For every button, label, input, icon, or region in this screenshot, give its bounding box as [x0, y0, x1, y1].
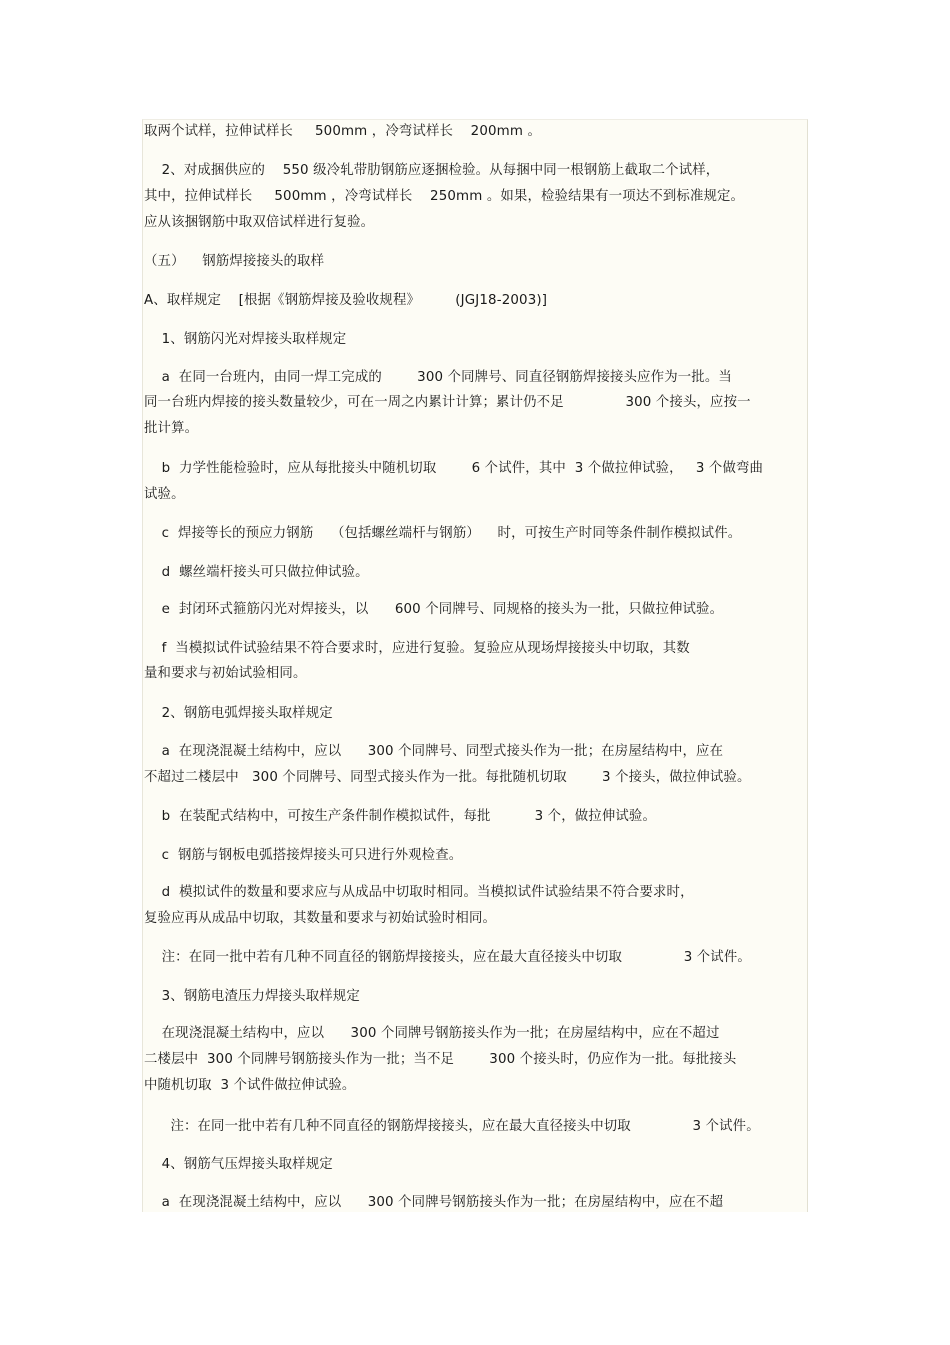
- subsection-heading: 2、钢筋电弧焊接头取样规定: [144, 706, 333, 721]
- text-line: 不超过二楼层中 300 个同牌号、同型式接头作为一批。每批随机切取 3 个接头，做拉伸试验。: [144, 770, 751, 785]
- text-line: 复验应再从成品中切取，其数量和要求与初始试验时相同。: [144, 911, 497, 926]
- text-line: a 在现浇混凝土结构中，应以 300 个同牌号钢筋接头作为一批；在房屋结构中，应在不超: [144, 1195, 724, 1210]
- text-line: 取两个试样，拉伸试样长 500mm ，冷弯试样长 200mm 。: [144, 124, 541, 139]
- text-line: 二楼层中 300 个同牌号钢筋接头作为一批；当不足 300 个接头时，仍应作为一批。每批接头: [144, 1052, 737, 1067]
- text-line: 同一台班内焊接的接头数量较少，可在一周之内累计计算；累计仍不足 300 个接头，应按一: [144, 395, 751, 410]
- subsection-heading: 3、钢筋电渣压力焊接头取样规定: [144, 989, 360, 1004]
- text-line: a 在同一台班内，由同一焊工完成的 300 个同牌号、同直径钢筋焊接接头应作为一批。当: [144, 370, 732, 385]
- text-line: 在现浇混凝土结构中，应以 300 个同牌号钢筋接头作为一批；在房屋结构中，应在不超过: [144, 1026, 720, 1041]
- text-line: A、取样规定 [根据《钢筋焊接及验收规程》 (JGJ18-2003)]: [144, 293, 548, 308]
- text-line: c 焊接等长的预应力钢筋 （包括螺丝端杆与钢筋） 时，可按生产时同等条件制作模拟试件。: [144, 526, 742, 541]
- text-line: f 当模拟试件试验结果不符合要求时，应进行复验。复验应从现场焊接接头中切取，其数: [144, 641, 690, 656]
- text-line: 中随机切取 3 个试件做拉伸试验。: [144, 1078, 356, 1093]
- text-line: d 螺丝端杆接头可只做拉伸试验。: [144, 565, 369, 580]
- text-line: 应从该捆钢筋中取双倍试样进行复验。: [144, 215, 375, 230]
- text-line: b 在装配式结构中，可按生产条件制作模拟试件，每批 3 个，做拉伸试验。: [144, 809, 656, 824]
- subsection-heading: 4、钢筋气压焊接头取样规定: [144, 1157, 333, 1172]
- note-line: 注：在同一批中若有几种不同直径的钢筋焊接接头，应在最大直径接头中切取 3 个试件。: [144, 950, 751, 965]
- text-line: a 在现浇混凝土结构中，应以 300 个同牌号、同型式接头作为一批；在房屋结构中，应在: [144, 744, 724, 759]
- text-line: d 模拟试件的数量和要求应与从成品中切取时相同。当模拟试件试验结果不符合要求时，: [144, 885, 694, 900]
- text-line: e 封闭环式箍筋闪光对焊接头，以 600 个同牌号、同规格的接头为一批，只做拉伸试验。: [144, 602, 724, 617]
- text-line: 其中，拉伸试样长 500mm ，冷弯试样长 250mm 。如果，检验结果有一项达不到标准规定。: [144, 189, 745, 204]
- text-line: b 力学性能检验时，应从每批接头中随机切取 6 个试件，其中 3 个做拉伸试验， 3 个做弯曲: [144, 461, 764, 476]
- text-line: 量和要求与初始试验相同。: [144, 666, 307, 681]
- section-heading: （五） 钢筋焊接接头的取样: [144, 254, 325, 269]
- text-line: 批计算。: [144, 421, 199, 436]
- text-line: c 钢筋与钢板电弧搭接焊接头可只进行外观检查。: [144, 848, 463, 863]
- subsection-heading: 1、钢筋闪光对焊接头取样规定: [144, 332, 347, 347]
- note-line: 注：在同一批中若有几种不同直径的钢筋焊接接头，应在最大直径接头中切取 3 个试件。: [144, 1119, 760, 1134]
- text-line: 试验。: [144, 487, 185, 502]
- text-line: 2、对成捆供应的 550 级冷轧带肋钢筋应逐捆检验。从每捆中同一根钢筋上截取二个试样，: [144, 163, 720, 178]
